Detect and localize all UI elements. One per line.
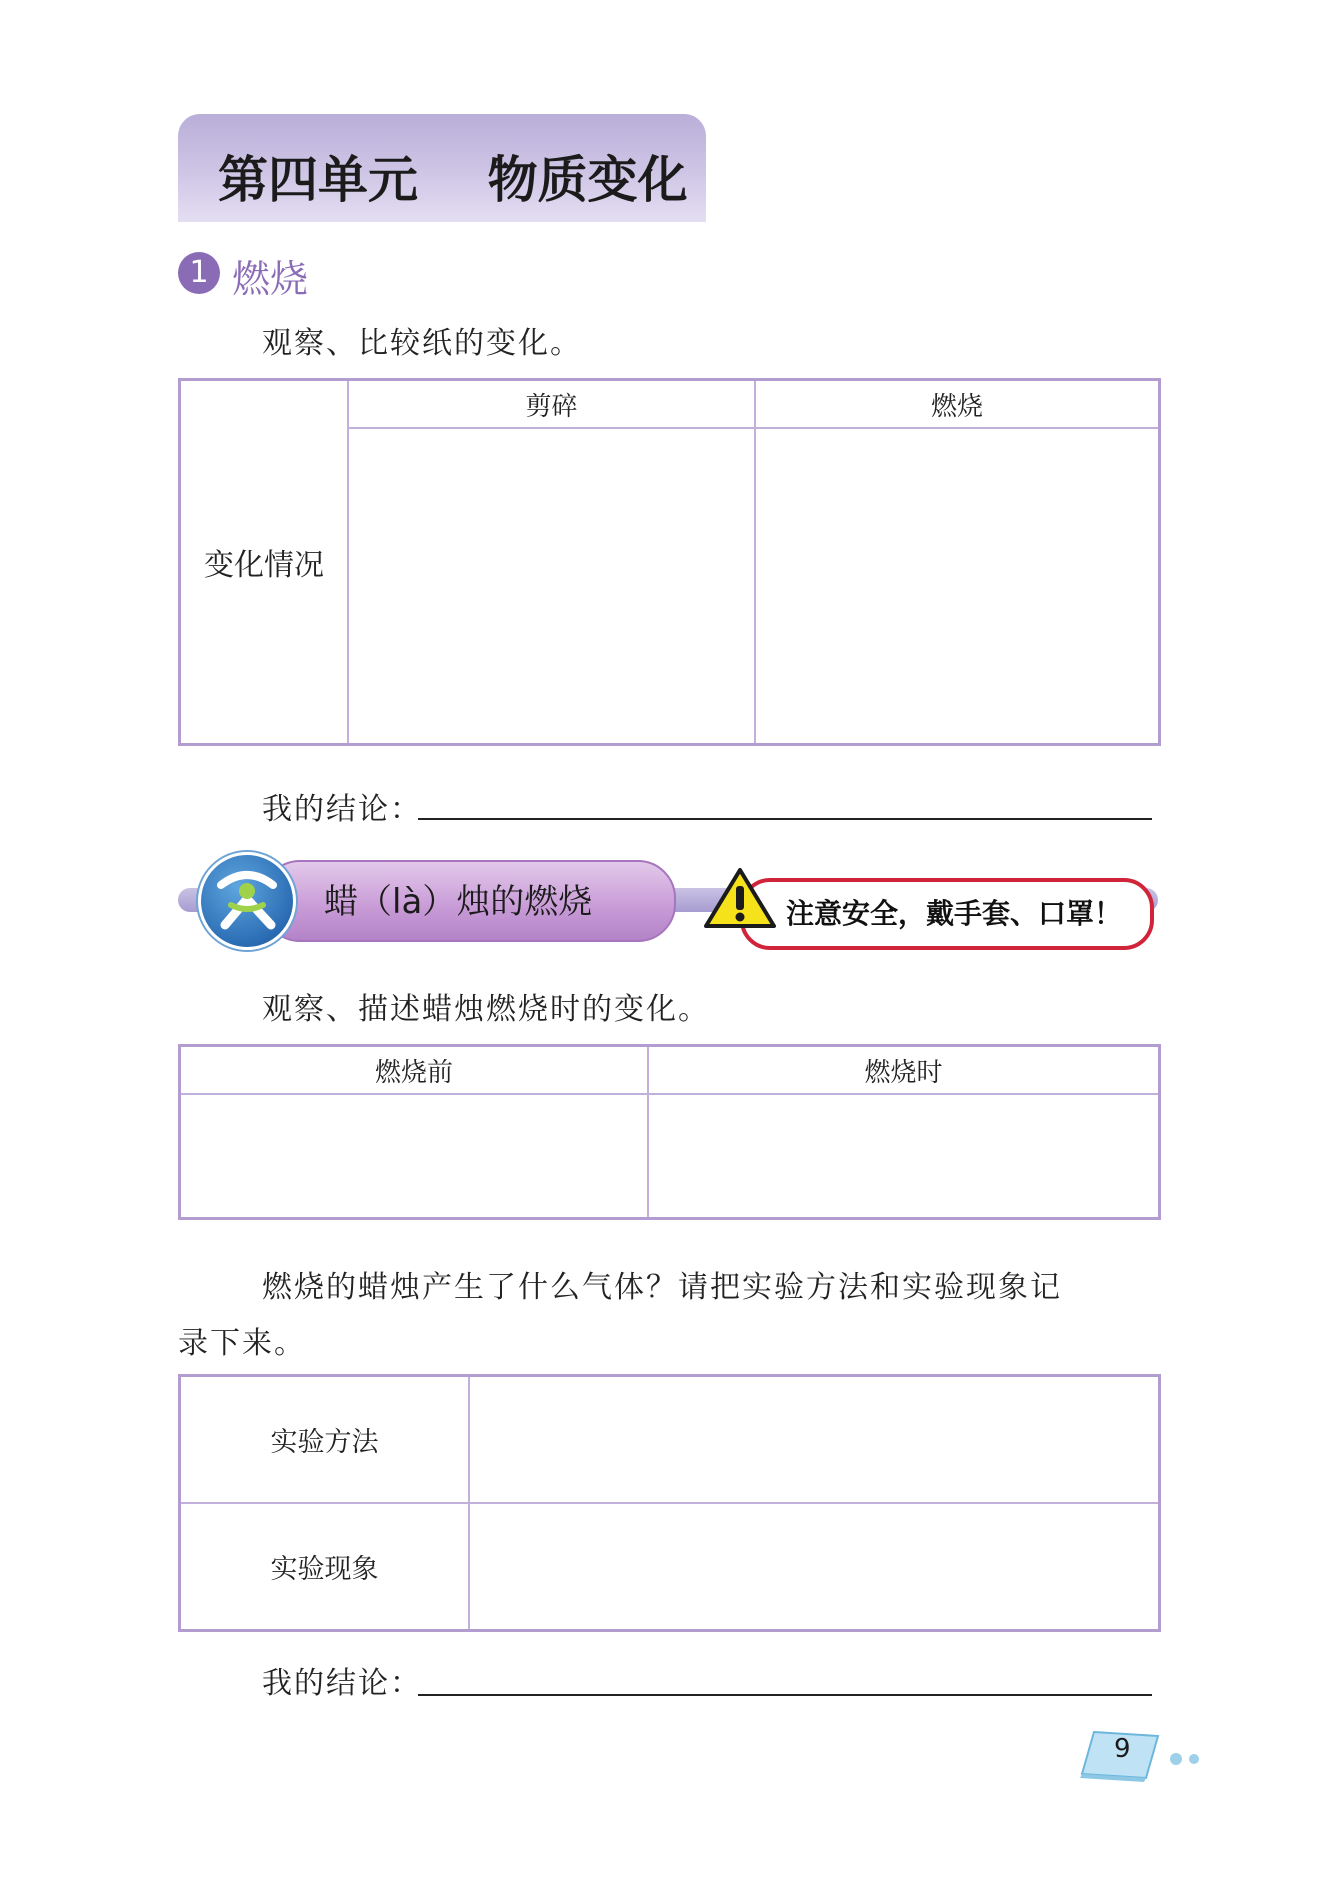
question-line-1: 燃烧的蜡烛产生了什么气体？请把实验方法和实验现象记 [262, 1270, 1062, 1305]
conclusion-label-1: 我的结论： [262, 792, 422, 827]
col-header-burn: 燃烧 [755, 380, 1160, 429]
activity1-instruction: 观察、比较纸的变化。 [262, 326, 582, 361]
conclusion-label-2: 我的结论： [262, 1666, 422, 1701]
experiment-method-table [178, 1374, 1161, 1632]
unit-title: 第四单元 物质变化 [218, 150, 688, 209]
cell-cut-answer[interactable] [348, 428, 755, 745]
experiment-logo-icon [198, 852, 296, 950]
page-number: 9 [1114, 1734, 1131, 1764]
section-number-badge: 1 [178, 252, 220, 294]
conclusion-line-1[interactable] [418, 818, 1152, 820]
experiment-instruction: 观察、描述蜡烛燃烧时的变化。 [262, 992, 710, 1027]
candle-observation-table [178, 1044, 1161, 1220]
col-header-before-burning: 燃烧前 [180, 1046, 649, 1095]
cell-before-answer[interactable] [180, 1094, 649, 1219]
paper-change-table [178, 378, 1161, 746]
row-label-phenomenon: 实验现象 [180, 1503, 470, 1631]
experiment-title: 蜡（là）烛的燃烧 [324, 882, 593, 922]
page-dots-icon [1168, 1752, 1204, 1766]
row-label-change: 变化情况 [180, 380, 349, 745]
conclusion-line-2[interactable] [418, 1694, 1152, 1696]
cell-while-answer[interactable] [648, 1094, 1160, 1219]
col-header-cut: 剪碎 [348, 380, 755, 429]
col-header-while-burning: 燃烧时 [648, 1046, 1160, 1095]
cell-burn-answer[interactable] [755, 428, 1160, 745]
warning-triangle-icon [704, 866, 776, 930]
safety-warning-text: 注意安全，戴手套、口罩！ [786, 897, 1123, 930]
row-label-method: 实验方法 [180, 1376, 470, 1504]
section-title: 燃烧 [232, 257, 309, 301]
cell-method-answer[interactable] [469, 1376, 1160, 1504]
cell-phenomenon-answer[interactable] [469, 1503, 1160, 1631]
question-line-2: 录下来。 [178, 1326, 306, 1361]
